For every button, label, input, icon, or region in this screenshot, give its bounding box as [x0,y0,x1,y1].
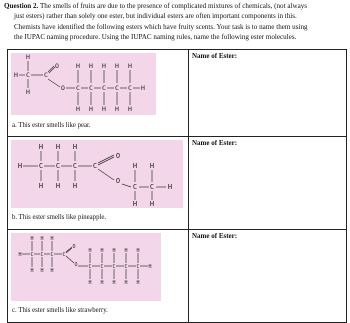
answer-cell-a[interactable] [189,50,347,137]
svg-text:H: H [132,200,138,208]
svg-text:C: C [26,71,30,79]
question-text [4,1,344,42]
svg-text:H: H [149,200,155,208]
caption-c: c. This ester smells like strawberry. [12,307,108,314]
svg-text:C: C [89,84,93,92]
svg-text:C: C [100,264,104,270]
svg-text:H: H [88,248,92,254]
svg-text:H: H [14,71,18,79]
svg-text:H: H [89,105,93,113]
question-line-4: the IUPAC naming procedure. Using the IUPAC naming rules, name the following ester molecules. [14,32,297,41]
question-label: Question 2. [4,2,39,10]
svg-text:O: O [55,62,59,70]
structure-cell-c [8,230,189,323]
svg-text:C: C [102,84,106,92]
svg-text:C: C [50,252,54,258]
ester-row-b [8,137,347,230]
svg-text:H: H [124,248,128,254]
svg-text:C: C [62,252,66,258]
answer-cell-b[interactable] [189,137,347,230]
svg-text:H: H [102,62,106,70]
name-of-ester-label-b: Name of Ester: [192,139,238,147]
svg-text:H: H [124,280,128,286]
answer-cell-c[interactable] [189,230,347,323]
structure-cell-b [8,137,189,230]
svg-text:H: H [76,105,80,113]
svg-text:C: C [136,264,140,270]
svg-text:O: O [115,177,121,185]
svg-text:C: C [40,252,44,258]
svg-text:H: H [112,248,116,254]
svg-text:H: H [132,162,138,170]
structure-cell-a [8,50,189,137]
caption-a: a. This ester smells like pear. [12,122,91,129]
svg-text:H: H [26,88,30,96]
svg-text:H: H [128,62,132,70]
question-line-3: Chemists have identified the following esters which have fruity scents. Your task is to name them using [14,22,308,31]
svg-text:H: H [115,105,119,113]
svg-text:C: C [44,71,48,79]
svg-text:C: C [88,264,92,270]
svg-text:H: H [40,236,44,242]
svg-text:H: H [141,84,145,92]
svg-text:H: H [100,280,104,286]
ester-table [7,49,347,323]
svg-text:H: H [17,162,23,170]
name-of-ester-label-c: Name of Ester: [192,232,238,240]
svg-text:H: H [136,280,140,286]
svg-text:H: H [30,236,34,242]
svg-text:H: H [38,143,44,151]
svg-text:H: H [76,62,80,70]
svg-text:H: H [102,105,106,113]
name-of-ester-label-a: Name of Ester: [192,52,238,60]
caption-b: b. This ester smells like pineapple. [12,214,107,221]
question-line-2: just esters) rather than solely one ester, but individual esters are often important components in this. [14,12,297,21]
svg-text:C: C [30,252,34,258]
svg-text:H: H [55,143,61,151]
ester-row-c [8,230,347,323]
ester-row-a [8,50,347,137]
svg-text:H: H [50,268,54,274]
svg-text:C: C [112,264,116,270]
svg-text:C: C [115,84,119,92]
svg-text:C: C [72,162,78,170]
svg-text:H: H [136,248,140,254]
svg-text:O: O [74,262,78,268]
svg-text:H: H [149,162,155,170]
svg-text:C: C [124,264,128,270]
svg-text:C: C [38,162,44,170]
svg-text:H: H [55,182,61,190]
svg-text:O: O [61,84,65,92]
svg-text:H: H [148,264,152,270]
svg-text:H: H [115,62,119,70]
svg-text:H: H [38,182,44,190]
svg-text:H: H [72,182,78,190]
svg-text:C: C [149,183,155,191]
svg-text:H: H [88,280,92,286]
svg-text:O: O [72,244,76,250]
svg-text:H: H [167,183,173,191]
svg-text:H: H [18,252,22,258]
svg-text:H: H [40,268,44,274]
svg-text:H: H [100,248,104,254]
svg-text:H: H [112,280,116,286]
svg-text:H: H [30,268,34,274]
svg-text:H: H [89,62,93,70]
svg-text:C: C [92,162,98,170]
svg-text:O: O [115,152,121,160]
svg-text:C: C [132,183,138,191]
question-line-1: The smells of fruits are due to the presence of complicated mixtures of chemicals, (not always [38,2,308,10]
svg-text:H: H [50,236,54,242]
svg-text:H: H [26,53,30,61]
svg-text:C: C [76,84,80,92]
svg-text:H: H [128,105,132,113]
svg-text:C: C [128,84,132,92]
svg-text:H: H [72,143,78,151]
svg-text:C: C [55,162,61,170]
